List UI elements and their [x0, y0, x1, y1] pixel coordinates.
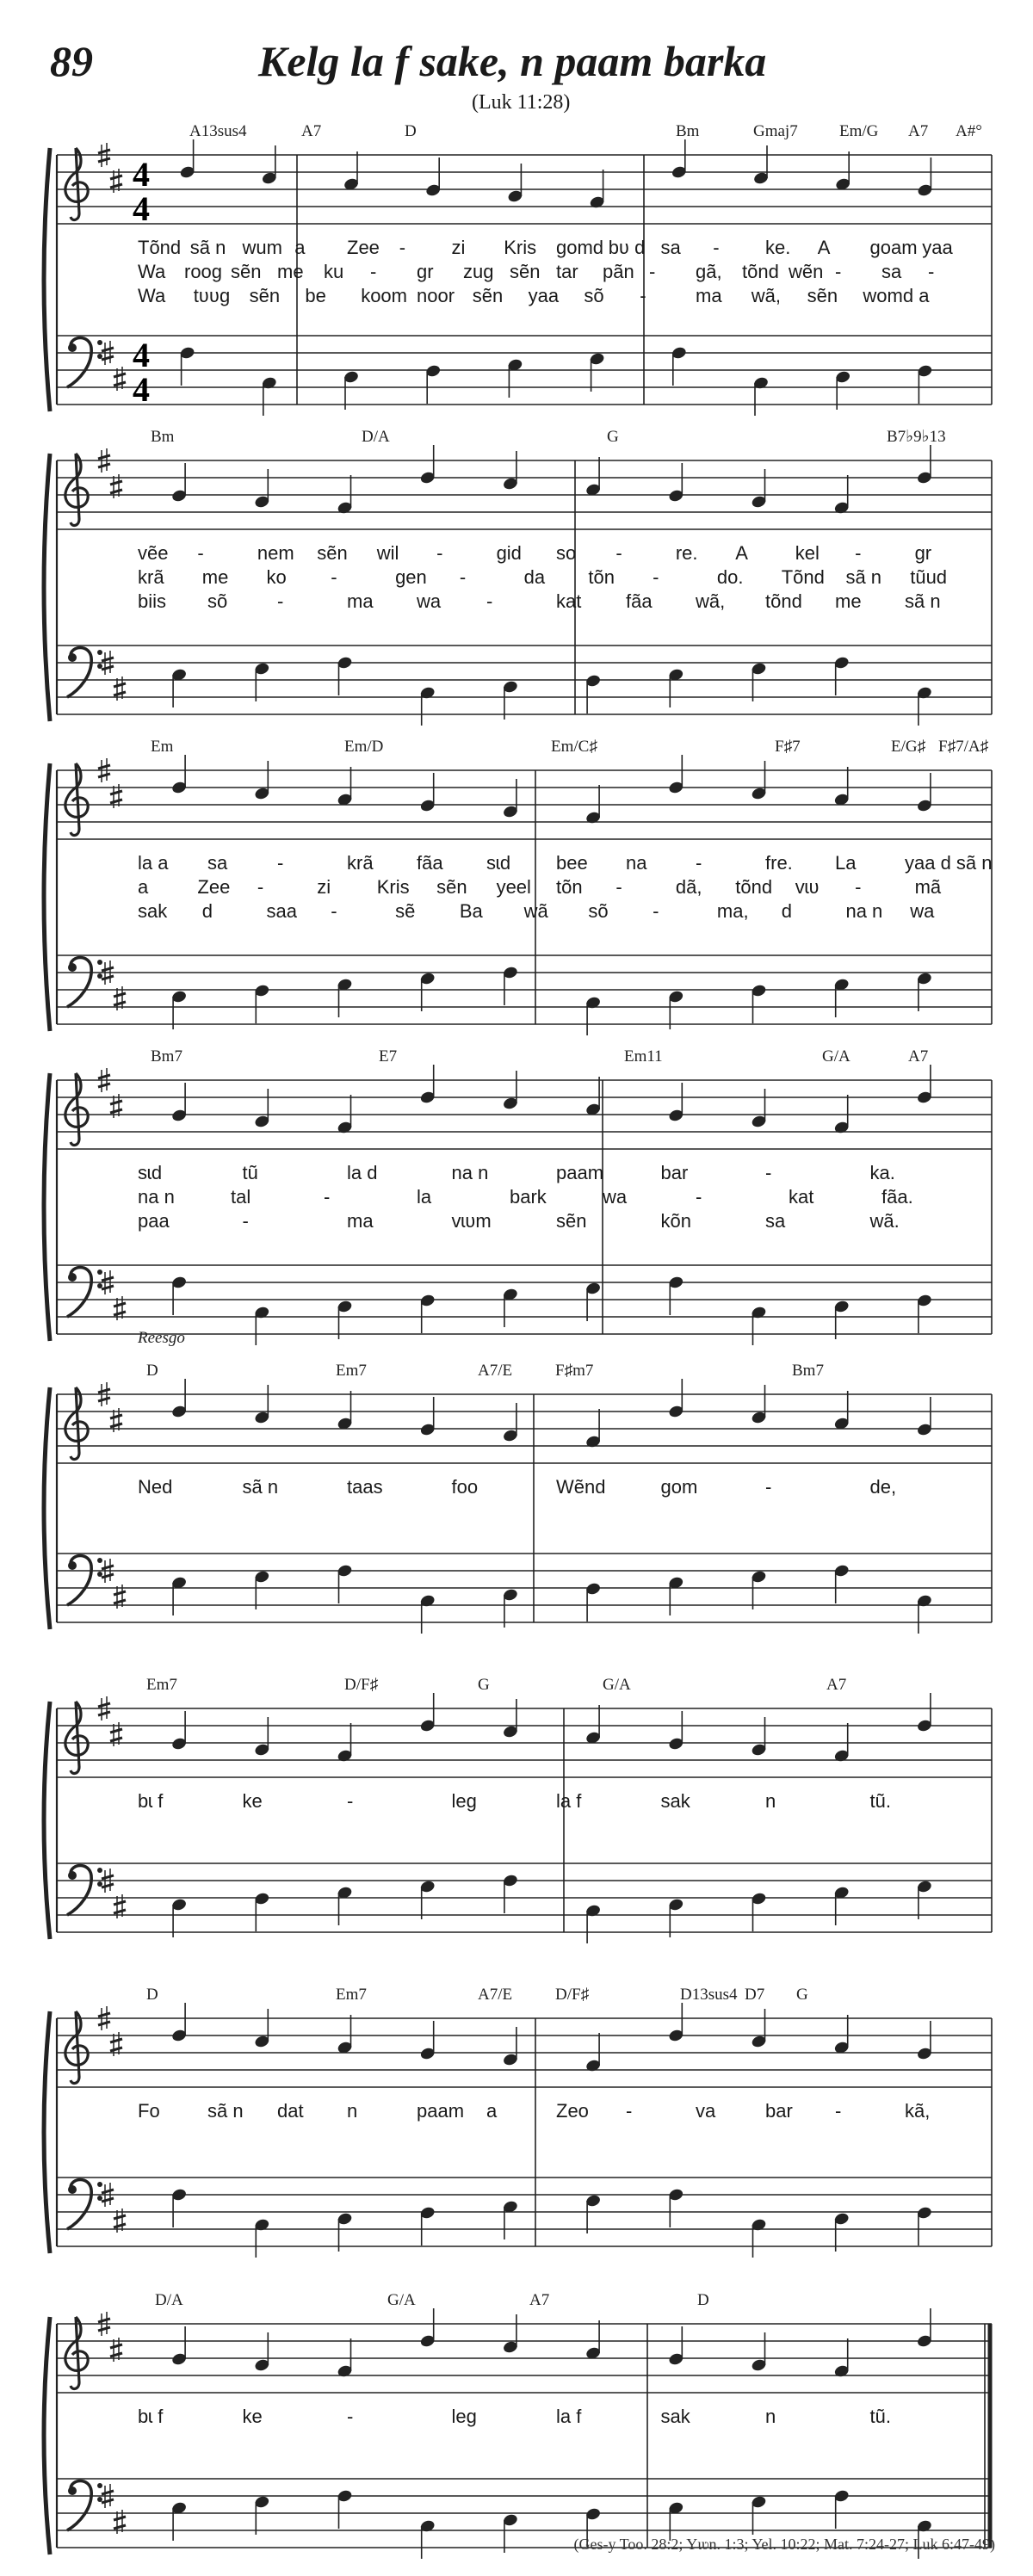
- lyric-syllable: tũ.: [869, 2406, 891, 2427]
- lyric-syllable: sa: [660, 237, 681, 258]
- lyric-syllable: -: [696, 1186, 702, 1208]
- system-bracket: [44, 1387, 50, 1629]
- chord-symbol: A7/E: [478, 1986, 513, 2004]
- lyric-syllable: va: [696, 2100, 716, 2122]
- lyric-syllable: -: [640, 285, 646, 306]
- chord-symbol: A7: [301, 122, 322, 140]
- lyric-syllable: ke: [242, 1790, 263, 1812]
- system-bracket: [44, 2011, 50, 2253]
- time-signature-bottom: 4: [133, 370, 150, 409]
- lyric-syllable: na n: [451, 1162, 489, 1183]
- lyric-syllable: tũud: [910, 566, 948, 588]
- chord-symbol: A7: [908, 122, 929, 140]
- lyric-syllable: -: [615, 542, 622, 564]
- bass-clef-icon: [67, 338, 102, 388]
- lyric-syllable: la: [417, 1186, 432, 1208]
- lyric-syllable: ka.: [869, 1162, 895, 1183]
- lyric-syllable: krã: [347, 852, 374, 874]
- chord-symbol: D: [697, 2291, 709, 2309]
- lyric-syllable: fãa.: [881, 1186, 913, 1208]
- chord-symbol: Em/C♯: [551, 738, 597, 756]
- chord-symbol: D/A: [155, 2291, 183, 2309]
- lyric-syllable: -: [615, 876, 622, 898]
- chord-symbol: A7/E: [478, 1362, 513, 1380]
- chord-symbol: Bm7: [151, 1047, 182, 1066]
- lyric-syllable: paa: [138, 1210, 170, 1232]
- chord-symbol: D7: [745, 1986, 765, 2004]
- treble-clef-icon: [65, 454, 88, 525]
- lyric-syllable: Ba: [459, 900, 483, 922]
- chord-symbol: D/A: [362, 428, 390, 446]
- bass-clef-icon: [67, 2481, 102, 2531]
- treble-clef-icon: [65, 1387, 88, 1459]
- lyric-syllable: yaa: [528, 285, 560, 306]
- lyric-syllable: ko: [266, 566, 287, 588]
- lyric-syllable: Wa: [138, 285, 166, 306]
- lyric-syllable: La: [835, 852, 857, 874]
- chord-symbol: G/A: [387, 2291, 416, 2309]
- lyric-syllable: la a: [138, 852, 169, 874]
- lyric-syllable: sẽn: [556, 1210, 587, 1232]
- lyric-syllable: sak: [660, 1790, 690, 1812]
- lyric-syllable: bɩ f: [138, 1790, 164, 1812]
- lyric-syllable: -: [277, 590, 284, 612]
- chord-symbol: Em: [151, 738, 174, 756]
- lyric-syllable: sõ: [588, 900, 609, 922]
- lyric-syllable: sõ: [584, 285, 604, 306]
- lyric-syllable: n: [765, 1790, 776, 1812]
- lyric-syllable: Zee: [197, 876, 231, 898]
- chord-symbol: G: [607, 428, 619, 446]
- lyric-syllable: bar: [660, 1162, 689, 1183]
- lyric-syllable: sẽn: [510, 261, 541, 282]
- chord-symbol: Em11: [624, 1047, 663, 1066]
- lyric-syllable: vɩʋm: [451, 1210, 492, 1232]
- system-bracket: [44, 2317, 50, 2554]
- lyric-syllable: sã n: [905, 590, 941, 612]
- lyric-syllable: Fo: [138, 2100, 160, 2122]
- treble-clef-icon: [65, 148, 88, 219]
- lyric-syllable: gid: [496, 542, 522, 564]
- lyric-syllable: vɩʋ: [795, 876, 820, 898]
- lyric-syllable: Zeo: [556, 2100, 589, 2122]
- lyric-syllable: ma,: [716, 900, 749, 922]
- lyric-syllable: paam: [417, 2100, 465, 2122]
- lyric-syllable: bark: [510, 1186, 547, 1208]
- lyric-syllable: wã.: [869, 1210, 900, 1232]
- scripture-reference: (Luk 11:28): [472, 91, 571, 114]
- lyric-syllable: saa: [266, 900, 298, 922]
- lyric-syllable: -: [765, 1162, 772, 1183]
- lyric-syllable: noor: [417, 285, 455, 306]
- lyric-syllable: tal: [231, 1186, 251, 1208]
- chord-symbol: Gmaj7: [753, 122, 798, 140]
- lyric-syllable: goam: [869, 237, 918, 258]
- system-2: [44, 428, 992, 726]
- lyric-syllable: sɩd: [138, 1162, 163, 1183]
- lyric-syllable: wa: [417, 590, 442, 612]
- lyric-syllable: sẽn: [317, 542, 348, 564]
- lyric-syllable: wa: [910, 900, 935, 922]
- system-1: [44, 122, 992, 416]
- chord-symbol: B7♭9♭13: [887, 428, 946, 446]
- footer-bible-references: (Ges-y Too. 28:2; Yɩʋn. 1:3; Yel. 10:22; Mat. 7:24-27; Luk 6:47-49): [573, 2536, 995, 2553]
- lyric-syllable: gr: [417, 261, 434, 282]
- lyric-syllable: -: [928, 261, 935, 282]
- chord-symbol: Em/G: [839, 122, 879, 140]
- lyric-syllable: Ned: [138, 1476, 173, 1498]
- lyric-syllable: me: [277, 261, 304, 282]
- lyric-syllable: -: [197, 542, 204, 564]
- bass-clef-icon: [67, 958, 102, 1008]
- time-signature-bottom: 4: [133, 189, 150, 228]
- lyric-syllable: kat: [556, 590, 582, 612]
- chord-symbol: F♯7/A♯: [938, 738, 989, 756]
- lyric-syllable: wã: [523, 900, 548, 922]
- lyric-syllable: -: [765, 1476, 772, 1498]
- lyric-syllable: roog: [184, 261, 223, 282]
- lyric-syllable: zi: [317, 876, 331, 898]
- lyric-syllable: bar: [765, 2100, 793, 2122]
- lyric-syllable: wã,: [751, 285, 782, 306]
- lyric-syllable: wum: [242, 237, 282, 258]
- section-label: Reesgo: [138, 1329, 185, 1347]
- lyric-syllable: sã n: [207, 2100, 244, 2122]
- chord-symbol: D: [146, 1986, 158, 2004]
- system-6: [44, 1676, 992, 1943]
- system-7: [44, 1986, 992, 2258]
- lyric-syllable: na: [626, 852, 647, 874]
- lyric-syllable: yaa d sã n: [905, 852, 993, 874]
- lyric-syllable: foo: [451, 1476, 479, 1498]
- lyric-syllable: tʋʋg: [193, 285, 231, 306]
- lyric-syllable: krã: [138, 566, 164, 588]
- time-signature-top: 4: [133, 155, 150, 194]
- chord-symbol: A7: [529, 2291, 550, 2309]
- lyric-syllable: na n: [845, 900, 883, 922]
- lyric-syllable: A: [735, 542, 748, 564]
- lyric-syllable: sa: [207, 852, 228, 874]
- treble-clef-icon: [65, 1073, 88, 1145]
- lyric-syllable: a: [486, 2100, 498, 2122]
- lyric-syllable: bee: [556, 852, 588, 874]
- chord-symbol: Em7: [146, 1676, 177, 1694]
- lyric-syllable: -: [835, 2100, 842, 2122]
- lyric-syllable: -: [347, 1790, 354, 1812]
- lyric-syllable: -: [436, 542, 443, 564]
- lyric-syllable: kat: [789, 1186, 814, 1208]
- chord-symbol: D/F♯: [555, 1986, 590, 2004]
- lyric-syllable: sɩd: [486, 852, 511, 874]
- bass-clef-icon: [67, 648, 102, 698]
- lyric-syllable: so: [556, 542, 577, 564]
- lyric-syllable: -: [855, 876, 862, 898]
- treble-clef-icon: [65, 2317, 88, 2388]
- lyric-syllable: -: [242, 1210, 249, 1232]
- lyric-syllable: Kris: [504, 237, 537, 258]
- lyric-syllable: sẽn: [231, 261, 262, 282]
- lyric-syllable: bɩ f: [138, 2406, 164, 2427]
- lyric-syllable: la d: [347, 1162, 378, 1183]
- lyric-syllable: -: [331, 566, 337, 588]
- lyric-syllable: tõnd: [765, 590, 802, 612]
- system-bracket: [44, 454, 50, 721]
- lyric-syllable: paam: [556, 1162, 604, 1183]
- chord-symbol: E7: [379, 1047, 398, 1066]
- lyric-syllable: A: [817, 237, 831, 258]
- chord-symbol: D: [405, 122, 417, 140]
- lyric-syllable: zi: [451, 237, 466, 258]
- lyric-syllable: -: [459, 566, 467, 588]
- treble-clef-icon: [65, 2011, 88, 2083]
- system-bracket: [44, 1073, 50, 1341]
- lyric-syllable: Kris: [376, 876, 410, 898]
- lyric-syllable: ma: [347, 590, 374, 612]
- lyric-syllable: dat: [277, 2100, 304, 2122]
- chord-symbol: Em7: [336, 1986, 367, 2004]
- lyric-syllable: sak: [138, 900, 168, 922]
- bass-clef-icon: [67, 1268, 102, 1318]
- chord-symbol: G/A: [822, 1047, 851, 1066]
- lyric-syllable: be: [305, 285, 326, 306]
- lyric-syllable: -: [486, 590, 493, 612]
- lyric-syllable: wil: [376, 542, 399, 564]
- lyric-syllable: -: [653, 566, 659, 588]
- lyric-syllable: d: [201, 900, 213, 922]
- lyric-syllable: sã n: [845, 566, 882, 588]
- lyric-syllable: sa: [881, 261, 902, 282]
- lyric-syllable: -: [653, 900, 659, 922]
- lyric-syllable: a: [294, 237, 306, 258]
- bass-clef-icon: [67, 1866, 102, 1916]
- lyric-syllable: -: [257, 876, 264, 898]
- chord-symbol: A#°: [956, 122, 982, 140]
- lyric-syllable: ma: [696, 285, 722, 306]
- lyric-syllable: womd: [863, 285, 914, 306]
- lyric-syllable: gã,: [696, 261, 722, 282]
- lyric-syllable: fre.: [765, 852, 793, 874]
- lyric-syllable: wã,: [696, 590, 726, 612]
- lyric-syllable: pãn: [603, 261, 634, 282]
- lyric-syllable: kel: [795, 542, 820, 564]
- lyric-syllable: tõn: [556, 876, 583, 898]
- chord-symbol: Bm7: [792, 1362, 824, 1380]
- time-signature-top: 4: [133, 336, 150, 374]
- lyric-syllable: na n: [138, 1186, 175, 1208]
- lyric-syllable: ke: [242, 2406, 263, 2427]
- lyric-syllable: Wa: [138, 261, 166, 282]
- lyric-syllable: tũ.: [869, 1790, 891, 1812]
- lyric-syllable: -: [696, 852, 702, 874]
- lyric-syllable: sẽn: [472, 285, 504, 306]
- lyric-syllable: gr: [914, 542, 932, 564]
- lyric-syllable: -: [626, 2100, 633, 2122]
- lyric-syllable: da: [523, 566, 546, 588]
- lyric-syllable: Tõnd: [781, 566, 825, 588]
- lyric-syllable: re.: [675, 542, 698, 564]
- system-bracket: [44, 763, 50, 1031]
- hymn-title: Kelg la f sake, n paam barka: [258, 37, 767, 85]
- lyric-syllable: sã n: [242, 1476, 279, 1498]
- lyric-syllable: ku: [324, 261, 344, 282]
- lyric-syllable: gen: [395, 566, 427, 588]
- lyric-syllable: do.: [716, 566, 744, 588]
- chord-symbol: D: [146, 1362, 158, 1380]
- lyric-syllable: -: [835, 261, 842, 282]
- lyric-syllable: leg: [451, 2406, 477, 2427]
- treble-clef-icon: [65, 763, 88, 835]
- chord-symbol: D13sus4: [680, 1986, 738, 2004]
- lyric-syllable: sõ: [207, 590, 228, 612]
- lyric-syllable: -: [347, 2406, 354, 2427]
- treble-clef-icon: [65, 1702, 88, 1773]
- chord-symbol: Bm: [151, 428, 175, 446]
- lyric-syllable: -: [649, 261, 656, 282]
- bass-clef-icon: [67, 2180, 102, 2230]
- lyric-syllable: sã n: [189, 237, 226, 258]
- lyric-syllable: koom: [361, 285, 407, 306]
- chord-symbol: F♯7: [775, 738, 801, 756]
- bass-clef-icon: [67, 1556, 102, 1606]
- lyric-syllable: de,: [869, 1476, 897, 1498]
- lyric-syllable: fãa: [626, 590, 653, 612]
- lyric-syllable: a: [919, 285, 930, 306]
- lyric-syllable: -: [331, 900, 337, 922]
- lyric-syllable: d: [781, 900, 792, 922]
- lyric-syllable: la f: [556, 2406, 582, 2427]
- lyric-syllable: la f: [556, 1790, 582, 1812]
- lyric-syllable: zug: [463, 261, 494, 282]
- lyric-syllable: sak: [660, 2406, 690, 2427]
- system-8: [44, 2291, 992, 2559]
- lyric-syllable: sa: [765, 1210, 786, 1232]
- lyric-syllable: -: [713, 237, 720, 258]
- lyric-syllable: gomd: [556, 237, 604, 258]
- lyric-syllable: fãa: [417, 852, 443, 874]
- lyric-syllable: sẽ: [395, 900, 416, 922]
- lyric-syllable: ke.: [765, 237, 791, 258]
- lyric-syllable: wa: [603, 1186, 628, 1208]
- lyric-syllable: Wẽnd: [556, 1476, 606, 1498]
- chord-symbol: G/A: [603, 1676, 631, 1694]
- chord-symbol: D/F♯: [344, 1676, 379, 1694]
- lyric-syllable: -: [855, 542, 862, 564]
- lyric-syllable: bʋ d: [608, 237, 646, 258]
- lyric-syllable: kõn: [660, 1210, 691, 1232]
- lyric-syllable: -: [370, 261, 377, 282]
- lyric-syllable: tar: [556, 261, 578, 282]
- chord-symbol: G: [796, 1986, 808, 2004]
- lyric-syllable: tõnd: [742, 261, 779, 282]
- lyric-syllable: sẽn: [249, 285, 281, 306]
- lyric-syllable: n: [765, 2406, 776, 2427]
- chord-symbol: G: [478, 1676, 490, 1694]
- lyric-syllable: ma: [347, 1210, 374, 1232]
- lyric-syllable: wẽn: [789, 261, 824, 282]
- system-bracket: [44, 148, 50, 411]
- lyric-syllable: vẽe: [138, 542, 169, 564]
- chord-symbol: E/G♯: [891, 738, 926, 756]
- chord-symbol: A7: [908, 1047, 929, 1066]
- lyric-syllable: me: [835, 590, 862, 612]
- system-5: [44, 1329, 992, 1634]
- lyric-syllable: sẽn: [436, 876, 467, 898]
- lyric-syllable: yaa: [922, 237, 953, 258]
- lyric-syllable: -: [324, 1186, 331, 1208]
- lyric-syllable: gom: [660, 1476, 698, 1498]
- lyric-syllable: -: [399, 237, 406, 258]
- chord-symbol: Bm: [676, 122, 700, 140]
- lyric-syllable: kã,: [905, 2100, 931, 2122]
- lyric-syllable: tũ: [242, 1162, 258, 1183]
- chord-symbol: A7: [826, 1676, 847, 1694]
- hymn-number: 89: [50, 37, 93, 85]
- lyric-syllable: biis: [138, 590, 167, 612]
- lyric-syllable: leg: [451, 1790, 477, 1812]
- lyric-syllable: sẽn: [807, 285, 838, 306]
- lyric-syllable: a: [138, 876, 149, 898]
- lyric-syllable: Tõnd: [138, 237, 182, 258]
- lyric-syllable: yeel: [496, 876, 531, 898]
- chord-symbol: A13sus4: [189, 122, 247, 140]
- lyric-syllable: me: [201, 566, 229, 588]
- lyric-syllable: mã: [914, 876, 942, 898]
- lyric-syllable: -: [277, 852, 284, 874]
- lyric-syllable: n: [347, 2100, 358, 2122]
- system-3: [44, 738, 993, 1035]
- system-bracket: [44, 1702, 50, 1939]
- chord-symbol: F♯m7: [555, 1362, 594, 1380]
- lyric-syllable: tõn: [588, 566, 615, 588]
- lyric-syllable: Zee: [347, 237, 380, 258]
- lyric-syllable: nem: [257, 542, 294, 564]
- lyric-syllable: tõnd: [735, 876, 773, 898]
- system-4: [44, 1047, 992, 1345]
- chord-symbol: Em/D: [344, 738, 384, 756]
- chord-symbol: Em7: [336, 1362, 367, 1380]
- lyric-syllable: taas: [347, 1476, 383, 1498]
- lyric-syllable: dã,: [675, 876, 702, 898]
